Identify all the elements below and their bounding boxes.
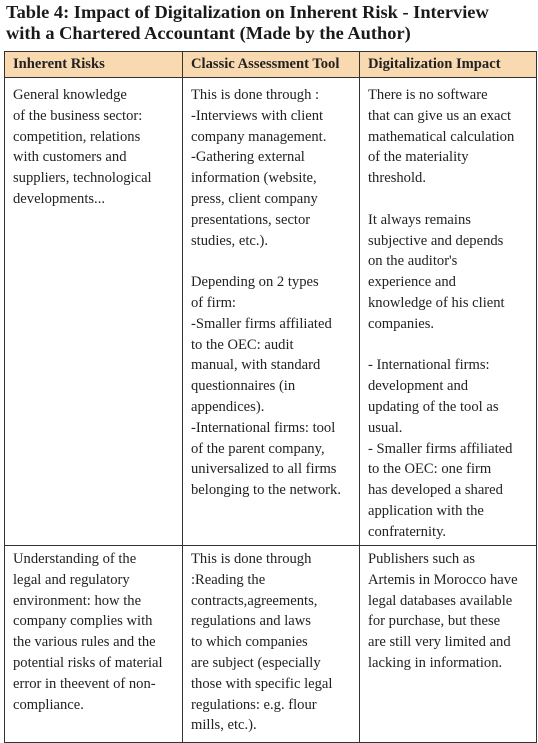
- cell-impact: [360, 78, 537, 546]
- cell-text-line: confraternity.: [368, 523, 447, 540]
- cell-text-line: of firm:: [191, 294, 236, 311]
- cell-text-line: to the OEC: audit: [191, 336, 294, 353]
- cell-text-line: Depending on 2 types: [191, 274, 319, 291]
- cell-text-line: of the materiality: [368, 149, 469, 166]
- cell-text-line: presentations, sector: [191, 211, 311, 228]
- caption-line-1: Table 4: Impact of Digitalization on Inherent Risk - Interview: [6, 2, 489, 22]
- cell-risk: [5, 546, 183, 743]
- cell-tool: [183, 546, 360, 743]
- cell-text-line: company complies with: [13, 613, 153, 630]
- cell-text-line: mills, etc.).: [191, 717, 257, 734]
- cell-text-line: - Smaller firms affiliated: [368, 440, 513, 457]
- cell-tool: [183, 78, 360, 546]
- cell-text-line: -International firms: tool: [191, 419, 336, 436]
- cell-text-line: to which companies: [191, 634, 308, 651]
- cell-text-line: information (website,: [191, 170, 317, 187]
- cell-text-line: company management.: [191, 128, 327, 145]
- cell-text-line: It always remains: [368, 211, 471, 228]
- inherent-risk-table: [4, 51, 537, 743]
- cell-text-line: those with specific legal: [191, 675, 333, 692]
- cell-text-line: developments...: [13, 190, 106, 207]
- cell-text-line: universalized to all firms: [191, 461, 337, 478]
- cell-text-line: are still very limited and: [368, 634, 511, 651]
- cell-text-line: General knowledge: [13, 87, 127, 103]
- cell-text-line: environment: how the: [13, 592, 142, 609]
- cell-text-line: of the parent company,: [191, 440, 325, 457]
- cell-text-line: suppliers, technological: [13, 170, 152, 187]
- cell-text-line: studies, etc.).: [191, 232, 269, 249]
- cell-text-line: regulations and laws: [191, 613, 311, 630]
- cell-text-line: threshold.: [368, 170, 426, 187]
- cell-text-line: for purchase, but these: [368, 613, 501, 630]
- cell-text-line: :Reading the: [191, 571, 266, 588]
- blank-line: [191, 251, 359, 272]
- cell-text-line: updating of the tool as: [368, 398, 499, 415]
- cell-text-line: Understanding of the: [13, 551, 137, 567]
- cell-text-line: subjective and depends: [368, 232, 504, 249]
- cell-text-line: knowledge of his client: [368, 294, 505, 311]
- cell-text-line: that can give us an exact: [368, 107, 512, 124]
- cell-text-line: legal databases available: [368, 592, 513, 609]
- cell-text-line: the various rules and the: [13, 634, 156, 651]
- header-classic-assessment-tool: Classic Assessment Tool: [183, 52, 360, 78]
- cell-text-line: of the business sector:: [13, 107, 143, 124]
- cell-impact: [360, 546, 537, 743]
- cell-text-line: There is no software: [368, 87, 488, 103]
- cell-text-line: regulations: e.g. flour: [191, 696, 317, 713]
- cell-text-line: competition, relations: [13, 128, 141, 145]
- cell-text-line: usual.: [368, 419, 403, 436]
- cell-text-line: potential risks of material: [13, 654, 163, 671]
- table-caption: [6, 2, 536, 44]
- cell-text-line: mathematical calculation: [368, 128, 515, 145]
- cell-text-line: legal and regulatory: [13, 571, 130, 588]
- cell-text-line: -Gathering external: [191, 149, 305, 166]
- caption-line-2: with a Chartered Accountant (Made by the Author): [6, 23, 411, 43]
- cell-text-line: -Smaller firms affiliated: [191, 315, 332, 332]
- header-inherent-risks: Inherent Risks: [5, 52, 183, 78]
- cell-text-line: experience and: [368, 274, 456, 291]
- cell-text-line: Publishers such as: [368, 551, 476, 567]
- blank-line: [368, 189, 536, 210]
- cell-text-line: development and: [368, 378, 469, 395]
- table-row: [5, 78, 537, 546]
- cell-text-line: has developed a shared: [368, 482, 503, 499]
- header-row: [5, 52, 537, 78]
- cell-text-line: Artemis in Morocco have: [368, 571, 518, 588]
- header-digitalization-impact: Digitalization Impact: [360, 52, 537, 78]
- cell-text-line: contracts,agreements,: [191, 592, 318, 609]
- cell-text-line: application with the: [368, 502, 484, 519]
- cell-text-line: to the OEC: one firm: [368, 461, 492, 478]
- cell-text-line: -Interviews with client: [191, 107, 324, 124]
- cell-risk: [5, 78, 183, 546]
- cell-text-line: press, client company: [191, 190, 318, 207]
- cell-text-line: error in theevent of non-: [13, 675, 156, 692]
- cell-text-line: compliance.: [13, 696, 84, 713]
- cell-text-line: are subject (especially: [191, 654, 321, 671]
- cell-text-line: with customers and: [13, 149, 127, 166]
- cell-text-line: belonging to the network.: [191, 482, 341, 499]
- cell-text-line: lacking in information.: [368, 654, 503, 671]
- cell-text-line: This is done through: [191, 551, 312, 567]
- cell-text-line: on the auditor's: [368, 253, 458, 270]
- cell-text-line: appendices).: [191, 398, 265, 415]
- cell-text-line: - International firms:: [368, 357, 490, 374]
- cell-text-line: questionnaires (in: [191, 378, 296, 395]
- cell-text-line: This is done through :: [191, 87, 320, 103]
- cell-text-line: manual, with standard: [191, 357, 321, 374]
- table-row: [5, 546, 537, 743]
- cell-text-line: companies.: [368, 315, 435, 332]
- blank-line: [368, 335, 536, 356]
